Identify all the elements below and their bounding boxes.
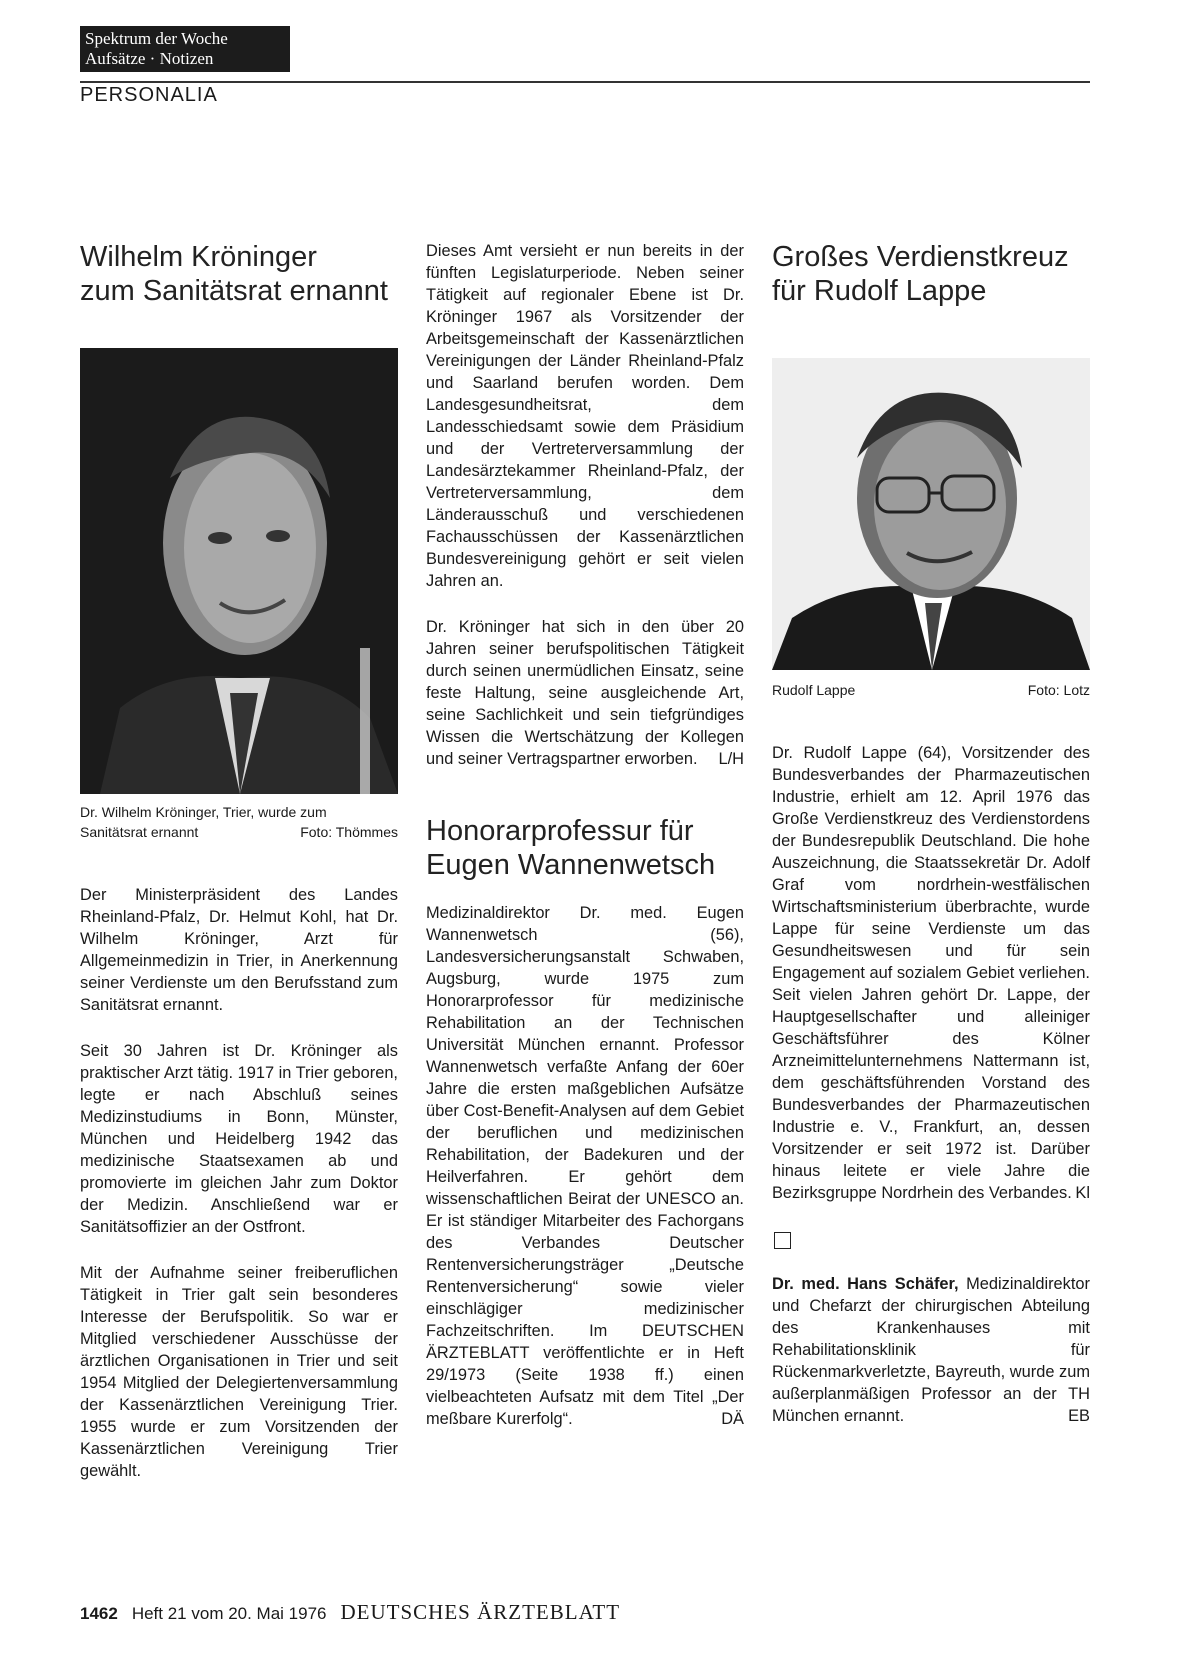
headline-line-2: Eugen Wannenwetsch (426, 849, 716, 881)
author-signature: Kl (1075, 1184, 1090, 1202)
header-line-1: Spektrum der Woche (85, 29, 228, 48)
issue-info: Heft 21 vom 20. Mai 1976 (131, 1604, 327, 1623)
caption-name: Rudolf Lappe (772, 682, 856, 698)
headline-line-1: Wilhelm Kröninger (80, 241, 317, 273)
paragraph-text: Dr. Rudolf Lappe (64), Vorsitzender des Bundesverbandes der Pharmazeutischen Industrie, erhielt am 12. April 1976 das Große Verdienstkreuz des Verdienstordens der Bundesrepublik Deutschland. Die hohe Auszeichnung, die Staatssekretär Dr. Adolf Graf vom nordrhein-westfälischen Wirtschaftsministerium überbrachte, wurde Lappe für seine Verdienste um das Gesundheitswesen und für sein Engagement auf sozialem Gebiet verliehen. Seit vielen Jahren gehört Dr. Lappe, der Hauptgesellschafter und alleiniger Geschäftsführer des Kölner Arzneimittelunternehmens Nattermann ist, dem geschäftsführenden Vorstand des Bundesverbandes der Pharmazeutischen Industrie e. V., Frankfurt, an, dessen Vorsitzender er seit 1972 ist. Darüber hinaus leitete er viele Jahre die Bezirksgruppe Nordrhein des Verbandes. (772, 744, 1090, 1202)
top-rule (80, 81, 1090, 83)
photo-caption-lappe (772, 680, 1090, 700)
page-number: 1462 (80, 1604, 118, 1623)
author-signature: DÄ (721, 1410, 744, 1428)
photo-caption-kroeninger (80, 802, 398, 842)
headline-line-2: zum Sanitätsrat ernannt (80, 275, 388, 307)
section-label: PERSONALIA (80, 84, 218, 106)
photo-credit: Foto: Lotz (1027, 682, 1090, 698)
headline-line-2: für Rudolf Lappe (772, 275, 987, 307)
portrait-illustration (80, 348, 398, 794)
journal-name: DEUTSCHES ÄRZTEBLATT (340, 1600, 621, 1624)
photo-credit: Foto: Thömmes (300, 824, 398, 840)
person-name: Dr. med. Hans Schäfer, (772, 1275, 959, 1293)
headline-lappe (772, 240, 1090, 308)
portrait-photo-kroeninger (80, 348, 398, 794)
section-header-box (80, 26, 290, 72)
paragraph: Mit der Aufnahme seiner freiberuflichen Tätigkeit in Trier galt sein besonderes Interesse der Berufspolitik. So war er Mitglied verschiedener Ausschüsse der ärztlichen Organisationen in Trier und seit 1954 Mitglied der Delegiertenversammlung der Kassenärztlichen Vereinigung Trier. 1955 wurde er zum Vorsitzenden der Kassenärztlichen Vereinigung Trier gewählt. (80, 1264, 398, 1480)
paragraph (772, 1273, 1090, 1427)
headline-kroeninger (80, 240, 398, 308)
paragraph: Der Ministerpräsident des Landes Rheinland-Pfalz, Dr. Helmut Kohl, hat Dr. Wilhelm Kröninger, Arzt für Allgemeinmedizin in Trier, in Anerkennung seiner Verdienste um den Berufsstand zum Sanitätsrat ernannt. (80, 886, 398, 1014)
caption-line-1: Dr. Wilhelm Kröninger, Trier, wurde zum (80, 804, 327, 820)
paragraph (426, 902, 744, 1430)
paragraph: Dieses Amt versieht er nun bereits in der fünften Legislaturperiode. Neben seiner Tätigkeit auf regionaler Ebene ist Dr. Kröninger 1967 als Vorsitzender der Arbeitsgemeinschaft der Kassenärztlichen Vereinigungen der Länder Rheinland-Pfalz und Saarland berufen worden. Dem Landesgesundheitsrat, dem Landesschiedsamt sowie dem Präsidium und der Vertreterversammlung der Landesärztekammer Rheinland-Pfalz, der Vertreterversammlung, dem Länderausschuß und verschiedenen Fachausschüssen der Kassenärztlichen Bundesvereinigung gehört er seit vielen Jahren an. (426, 242, 744, 590)
author-signature: EB (1068, 1407, 1090, 1425)
page-footer (80, 1600, 620, 1625)
paragraph (772, 742, 1090, 1204)
caption-line-2: Sanitätsrat ernannt (80, 824, 199, 840)
headline-line-1: Großes Verdienstkreuz (772, 241, 1069, 273)
author-signature: L/H (718, 750, 744, 768)
paragraph-text: Dr. Kröninger hat sich in den über 20 Jahren seiner berufspolitischen Tätigkeit durch seinen unermüdlichen Einsatz, seine feste Haltung, seine ausgleichende Art, seine Sachlichkeit und sein tiefgründiges Wissen die Wertschätzung der Kollegen und seiner Vertragspartner erworben. (426, 618, 744, 768)
paragraph (426, 616, 744, 770)
portrait-illustration (772, 358, 1090, 670)
column-2 (426, 240, 744, 1430)
headline-wannenwetsch (426, 814, 744, 882)
column-1 (80, 240, 398, 1482)
paragraph: Seit 30 Jahren ist Dr. Kröninger als praktischer Arzt tätig. 1917 in Trier geboren, legte er nach Abschluß seines Medizinstudiums in Bonn, Münster, München und Heidelberg 1942 das medizinische Staatsexamen ab und promovierte im gleichen Jahr zum Doktor der Medizin. Anschließend war er Sanitätsoffizier an der Ostfront. (80, 1042, 398, 1236)
headline-line-1: Honorarprofessur für (426, 815, 694, 847)
portrait-photo-lappe (772, 358, 1090, 670)
separator-square-icon (774, 1232, 791, 1249)
header-line-2: Aufsätze · Notizen (85, 49, 214, 68)
column-3 (772, 240, 1090, 1427)
paragraph-text: Medizinaldirektor Dr. med. Eugen Wannenwetsch (56), Landesversicherungsanstalt Schwaben, Augsburg, wurde 1975 zum Honorarprofessor für medizinische Rehabilitation an der Technischen Universität München ernannt. Professor Wannenwetsch verfaßte Anfang der 60er Jahre die ersten maßgeblichen Aufsätze über Cost-Benefit-Analysen auf dem Gebiet der beruflichen und medizinischen Rehabilitation, der Badekuren und der Heilverfahren. Er gehört dem wissenschaftlichen Beirat der UNESCO an. Er ist ständiger Mitarbeiter des Fachorgans des Verbandes Deutscher Rentenversicherungsträger „Deutsche Rentenversicherung“ sowie vieler einschlägiger medizinischer Fachzeitschriften. Im DEUTSCHEN ÄRZTEBLATT veröffentlichte er in Heft 29/1973 (Seite 1938 ff.) einen vielbeachteten Aufsatz mit dem Titel „Der meßbare Kurerfolg“. (426, 904, 744, 1428)
paragraph-text: Medizinaldirektor und Chefarzt der chirurgischen Abteilung des Krankenhauses mit Rehabilitationsklinik für Rückenmarkverletzte, Bayreuth, wurde zum außerplanmäßigen Professor an der TH München ernannt. (772, 1275, 1090, 1425)
